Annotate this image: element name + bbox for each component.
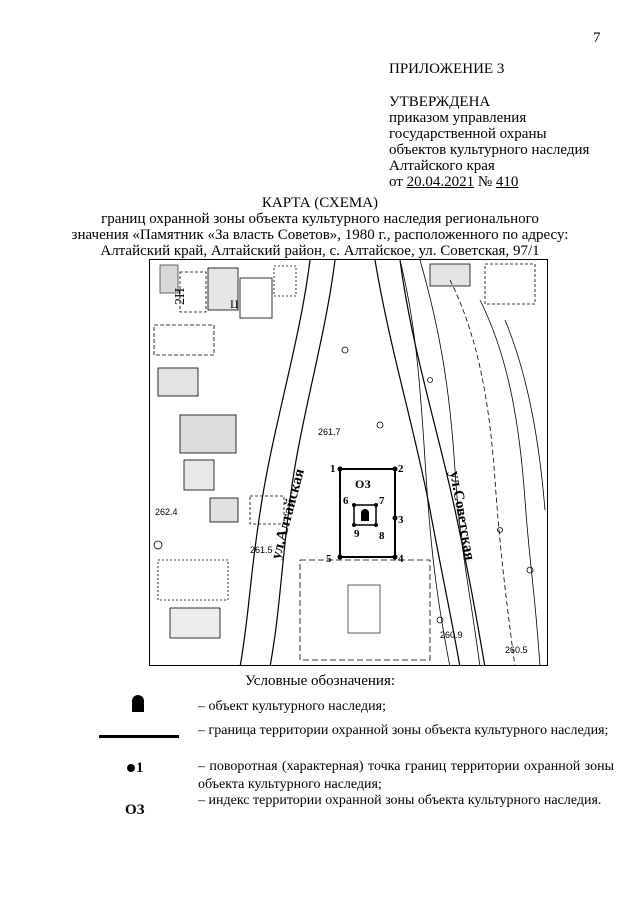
- monument-icon: [361, 509, 369, 521]
- point-label: 2: [398, 463, 404, 475]
- turning-point-symbol: [127, 760, 144, 777]
- point-label: 1: [330, 463, 336, 475]
- approved-line: государственной охраны: [389, 126, 547, 142]
- map-drawing: [150, 260, 548, 666]
- title-line: границ охранной зоны объекта культурного наследия регионального: [101, 211, 539, 227]
- legend-item: – индекс территории охранной зоны объекта культурного наследия.: [198, 793, 602, 808]
- point-label: 9: [354, 528, 360, 540]
- point-label: 8: [379, 530, 385, 542]
- building-label: Ц: [230, 297, 239, 311]
- elevation-label: 261.5: [250, 545, 273, 555]
- elevation-label: 261.7: [318, 427, 341, 437]
- point-label: 5: [326, 553, 332, 565]
- approval-block: [389, 94, 589, 190]
- order-date-line: [389, 174, 589, 190]
- cadastral-map: [149, 259, 548, 666]
- point-label: 4: [398, 553, 404, 565]
- title-line: Алтайский край, Алтайский район, с. Алтайское, ул. Советская, 97/1: [100, 243, 540, 259]
- zone-index-symbol: ОЗ: [125, 802, 145, 818]
- legend-item: – поворотная (характерная) точка границ территории охранной зоны объекта культурного наследия;: [198, 759, 614, 792]
- legend-item: – объект культурного наследия;: [198, 699, 386, 714]
- point-dot-icon: [127, 764, 135, 772]
- legend-item: – граница территории охранной зоны объекта культурного наследия;: [198, 723, 609, 738]
- point-label: 3: [398, 514, 404, 526]
- order-number: 410: [495, 174, 519, 190]
- approved-line: приказом управления: [389, 110, 527, 126]
- approved-line: объектов культурного наследия: [389, 142, 590, 158]
- elevation-label: 260.9: [440, 630, 463, 640]
- date-prefix: от: [389, 174, 407, 190]
- monument-icon: [130, 694, 146, 714]
- number-sign: №: [474, 174, 496, 190]
- street-label: ул.Алтайская: [268, 467, 308, 562]
- elevation-label: 262.4: [155, 507, 178, 517]
- point-label: 6: [343, 495, 349, 507]
- point-symbol-label: 1: [136, 760, 144, 776]
- building-label: 2Н: [173, 287, 188, 305]
- appendix-label: ПРИЛОЖЕНИЕ 3: [389, 61, 505, 77]
- approved-line: Алтайского края: [389, 158, 495, 174]
- legend-title: Условные обозначения:: [244, 673, 396, 689]
- elevation-label: 260.5: [505, 645, 528, 655]
- document-title: [0, 195, 640, 259]
- order-date: 20.04.2021: [406, 174, 475, 190]
- page-number: 7: [593, 30, 601, 46]
- point-label: 7: [379, 495, 385, 507]
- zone-index-label: ОЗ: [355, 477, 371, 491]
- approved-title: УТВЕРЖДЕНА: [389, 94, 491, 110]
- street-label: ул.Советская: [446, 469, 478, 562]
- boundary-line-icon: [99, 735, 179, 738]
- title-line: значения «Памятник «За власть Советов», 1980 г., расположенного по адресу:: [71, 227, 569, 243]
- title-main: КАРТА (СХЕМА): [261, 195, 379, 211]
